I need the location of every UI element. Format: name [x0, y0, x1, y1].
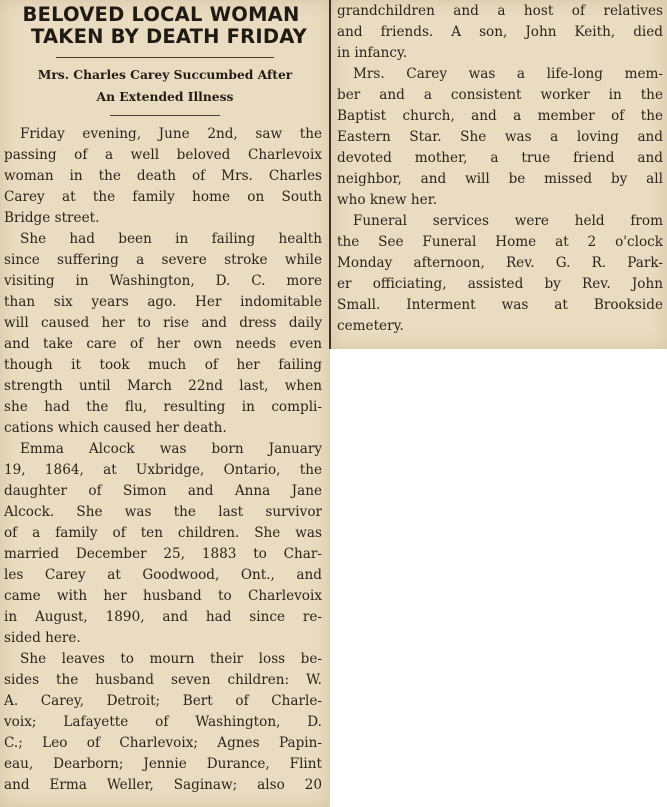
text-line: She leaves to mourn their loss be- — [20, 651, 322, 667]
text-line: sided here. — [4, 630, 81, 646]
headline-rule — [56, 57, 274, 58]
text-line: she had the flu, resulting in compli- — [4, 399, 322, 415]
text-line: in infancy. — [337, 45, 408, 61]
text-line: les Carey at Goodwood, Ont., and — [4, 567, 322, 583]
text-line: than six years ago. Her indomitable — [4, 294, 322, 310]
text-line: A. Carey, Detroit; Bert of Charle- — [4, 693, 322, 709]
text-line: Emma Alcock was born January — [20, 441, 322, 457]
text-line: came with her husband to Charlevoix — [4, 588, 322, 604]
text-line: Funeral services were held from — [353, 213, 663, 229]
text-line: Baptist church, and a member of the — [337, 108, 663, 124]
text-line: 19, 1864, at Uxbridge, Ontario, the — [4, 462, 322, 478]
text-line: daughter of Simon and Anna Jane — [4, 483, 322, 499]
subhead-line-2: An Extended Illness — [96, 89, 234, 104]
text-line: Friday evening, June 2nd, saw the — [20, 126, 322, 142]
text-line: of a family of ten children. She was — [4, 525, 322, 541]
text-line: ber and a consistent worker in the — [337, 87, 663, 103]
text-line: since suffering a severe stroke while — [4, 252, 322, 268]
headline-line-2: TAKEN BY DEATH FRIDAY — [31, 25, 307, 48]
text-line: C.; Leo of Charlevoix; Agnes Papin- — [4, 735, 322, 751]
text-line: who knew her. — [337, 192, 438, 208]
subhead-line-1: Mrs. Charles Carey Succumbed After — [37, 67, 293, 82]
text-line: will caused her to rise and dress daily — [4, 315, 322, 331]
text-line: Bridge street. — [4, 210, 100, 226]
text-line: and take care of her own needs even — [4, 336, 322, 352]
text-line: Monday afternoon, Rev. G. R. Park- — [337, 255, 663, 271]
text-line: eau, Dearborn; Jennie Durance, Flint — [4, 756, 322, 772]
text-line: cemetery. — [337, 318, 404, 334]
text-line: devoted mother, a true friend and — [337, 150, 663, 166]
text-line: passing of a well beloved Charlevoix — [4, 147, 322, 163]
text-line: though it took much of her failing — [4, 357, 322, 373]
text-line: and friends. A son, John Keith, died — [337, 24, 663, 40]
text-line: Small. Interment was at Brookside — [337, 297, 663, 313]
headline-line-1: BELOVED LOCAL WOMAN — [22, 3, 300, 26]
subhead-rule — [110, 115, 220, 116]
text-line: sides the husband seven children: W. — [4, 672, 322, 688]
text-line: grandchildren and a host of relatives — [337, 3, 663, 19]
text-line: the See Funeral Home at 2 o'clock — [337, 234, 663, 250]
text-line: voix; Lafayette of Washington, D. — [4, 714, 322, 730]
text-line: cations which caused her death. — [4, 420, 227, 436]
text-line: strength until March 22nd last, when — [4, 378, 322, 394]
column-divider — [329, 0, 331, 349]
text-line: Carey at the family home on South — [4, 189, 322, 205]
text-line: visiting in Washington, D. C. more — [4, 273, 322, 289]
text-line: Alcock. She was the last survivor — [4, 504, 322, 520]
text-line: She had been in failing health — [20, 231, 322, 247]
text-line: married December 25, 1883 to Char- — [4, 546, 322, 562]
text-line: woman in the death of Mrs. Charles — [4, 168, 322, 184]
text-line: Mrs. Carey was a life-long mem- — [353, 66, 663, 82]
text-line: er officiating, assisted by Rev. John — [337, 276, 663, 292]
text-line: Eastern Star. She was a loving and — [337, 129, 663, 145]
text-line: in August, 1890, and had since re- — [4, 609, 322, 625]
text-line: and Erma Weller, Saginaw; also 20 — [4, 777, 322, 793]
text-line: neighbor, and will be missed by all — [337, 171, 663, 187]
